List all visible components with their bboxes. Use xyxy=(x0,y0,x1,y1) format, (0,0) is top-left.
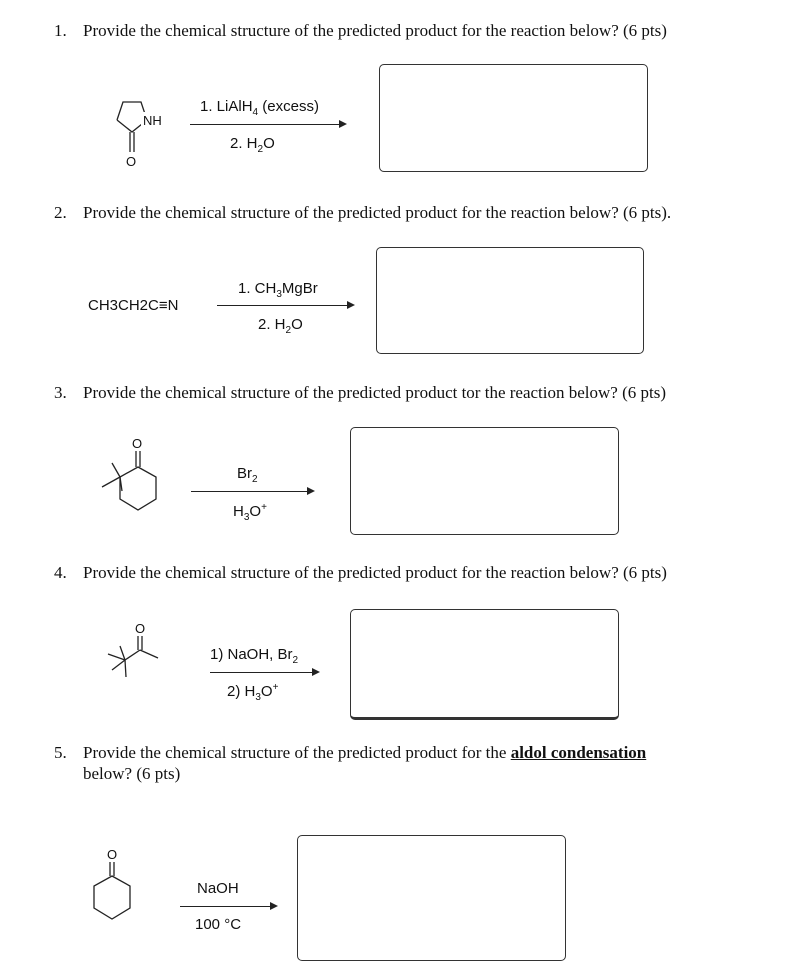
answer-box-3[interactable] xyxy=(350,427,619,535)
reagent-line-1: 1. LiAlH$_4$ (excess) xyxy=(200,98,319,118)
ketone-cyclohexane-structure xyxy=(88,435,168,525)
methyl-ketone-structure xyxy=(100,620,170,690)
reagent-line-2: 2) $H_3O^+$ xyxy=(227,682,279,703)
reagent-line-1: 1. $CH_3MgBr$ xyxy=(238,280,318,300)
question-3 xyxy=(54,382,666,403)
oxygen-label: O xyxy=(135,621,146,636)
question-text: Provide the chemical structure of the predicted product for the reaction below? (6 pts) xyxy=(83,21,667,40)
reagent-line-1: NaOH xyxy=(197,880,239,897)
question-number: 4. xyxy=(54,563,67,582)
question-4 xyxy=(54,562,667,583)
oxygen-label: O xyxy=(126,154,137,169)
aldol-condensation-emphasis: aldol condensation xyxy=(510,743,647,762)
question-text: Provide the chemical structure of the predicted product for the reaction below? (6 pts). xyxy=(83,203,672,222)
question-number: 5. xyxy=(54,743,67,762)
reaction-arrow xyxy=(210,672,318,673)
reagent-line-2: $H_3O^+$ xyxy=(233,502,267,523)
oxygen-label: O xyxy=(132,436,143,451)
question-2 xyxy=(54,202,671,223)
reagent-line-2: 2. $H_2O$ xyxy=(230,135,275,155)
question-number: 2. xyxy=(54,203,67,222)
reagent-line-1: $Br_2$ xyxy=(237,465,258,485)
pyrrolidinone-structure xyxy=(105,92,175,172)
question-number: 1. xyxy=(54,21,67,40)
reaction-arrow xyxy=(217,305,353,306)
question-text: Provide the chemical structure of the predicted product for the reaction below? (6 pts) xyxy=(83,563,667,582)
question-number: 3. xyxy=(54,383,67,402)
nh-label: NH xyxy=(143,113,162,128)
reagent-line-2: 100 °C xyxy=(195,916,242,933)
answer-box-2[interactable] xyxy=(376,247,644,354)
question-1 xyxy=(54,20,667,41)
reagent-line-2: 2. $H_2O$ xyxy=(258,316,303,336)
answer-box-5[interactable] xyxy=(297,835,566,961)
answer-box-4[interactable] xyxy=(350,609,619,720)
question-text-continued: below? (6 pts) xyxy=(83,764,181,783)
question-text: Provide the chemical structure of the predicted product for the xyxy=(83,743,511,762)
oxygen-label: O xyxy=(107,848,118,862)
question-text: Provide the chemical structure of the predicted product tor the reaction below? (6 pts) xyxy=(83,383,666,402)
question-5 xyxy=(54,742,646,784)
reactant-formula: CH3CH2C≡N xyxy=(88,297,179,314)
reagent-line-1: 1) NaOH, $Br_2$ xyxy=(210,646,299,666)
reaction-arrow xyxy=(180,906,276,907)
cyclohexanone-structure xyxy=(80,848,150,933)
reaction-arrow xyxy=(190,124,345,125)
reaction-arrow xyxy=(191,491,313,492)
answer-box-1[interactable] xyxy=(379,64,648,172)
